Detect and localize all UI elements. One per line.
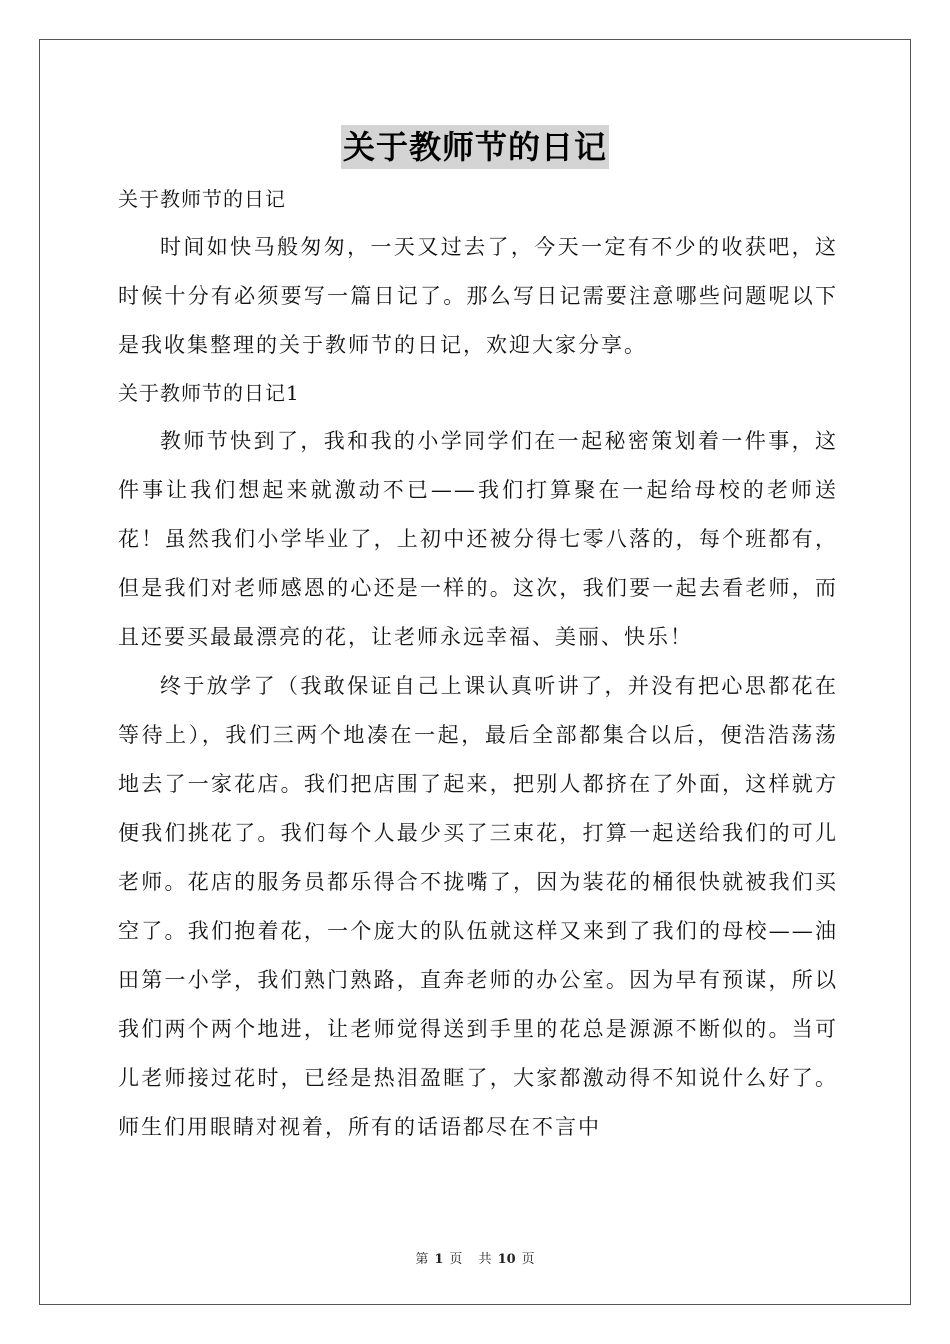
intro-paragraph: 时间如快马般匆匆，一天又过去了，今天一定有不少的收获吧，这时候十分有必须要写一篇日记了。那么写日记需要注意哪些问题呢以下是我收集整理的关于教师节的日记，欢迎大家分享。 <box>118 235 838 357</box>
section-1-paragraph-1: 教师节快到了，我和我的小学同学们在一起秘密策划着一件事，这件事让我们想起来就激动不已——我们打算聚在一起给母校的老师送花！虽然我们小学毕业了，上初中还被分得七零八落的，每个班都有，但是我们对老师感恩的心还是一样的。这次，我们要一起去看老师，而且还要买最最漂亮的花，让老师永远幸福、美丽、快乐！ <box>118 429 838 649</box>
total-suffix: 页 <box>521 1252 535 1267</box>
document-title: 关于教师节的日记 <box>341 125 609 169</box>
total-prefix: 共 <box>478 1252 492 1267</box>
section-1-paragraph-2: 终于放学了（我敢保证自己上课认真听讲了，并没有把心思都花在等待上），我们三两个地凑在一起，最后全部都集合以后，便浩浩荡荡地去了一家花店。我们把店围了起来，把别人都挤在了外面，这样就方便我们挑花了。我们每个人最少买了三束花，打算一起送给我们的可儿老师。花店的服务员都乐得合不拢嘴了，因为装花的桶很快就被我们买空了。我们抱着花，一个庞大的队伍就这样又来到了我们的母校——油田第一小学，我们熟门熟路，直奔老师的办公室。因为早有预谋，所以我们两个两个地进，让老师觉得送到手里的花总是源源不断似的。当可儿老师接过花时，已经是热泪盈眶了，大家都激动得不知说什么好了。师生们用眼睛对视着，所有的话语都尽在不言中 <box>118 674 838 1139</box>
page-indicator <box>412 1252 465 1267</box>
document-body <box>118 176 838 1152</box>
page-suffix: 页 <box>449 1252 463 1267</box>
total-number: 10 <box>497 1252 516 1267</box>
total-pages-indicator <box>476 1252 538 1267</box>
document-subtitle: 关于教师节的日记 <box>118 187 286 211</box>
page-prefix: 第 <box>415 1252 429 1267</box>
title-container <box>0 125 950 169</box>
page-footer <box>0 1248 950 1267</box>
page-number: 1 <box>434 1252 444 1267</box>
section-heading-1: 关于教师节的日记1 <box>118 381 300 405</box>
